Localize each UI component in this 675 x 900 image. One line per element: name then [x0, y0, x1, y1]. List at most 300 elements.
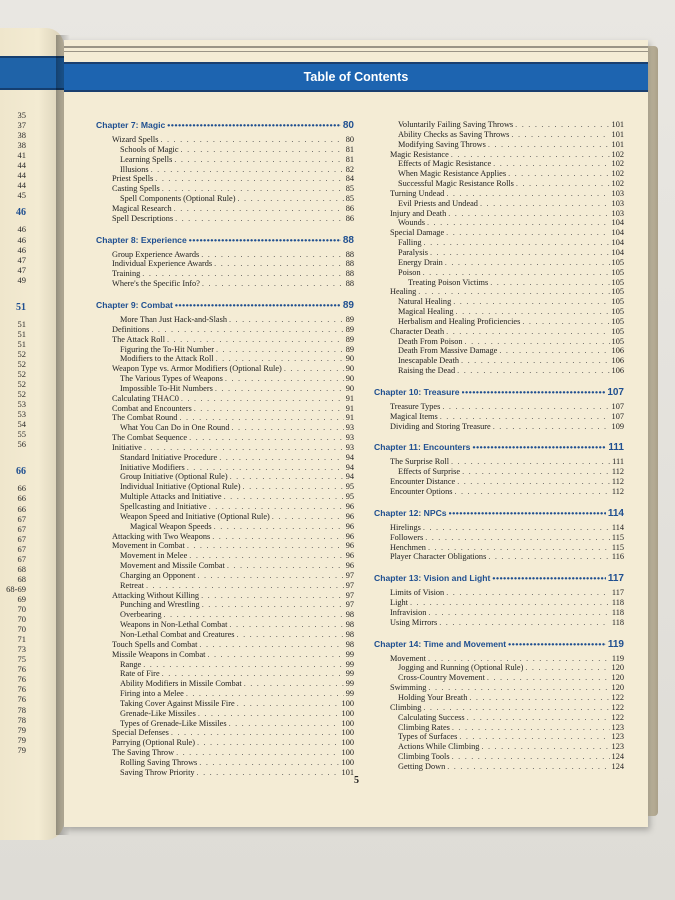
toc-entry-page: 91	[345, 403, 354, 413]
left-page-number: 52	[17, 369, 26, 379]
toc-entry	[374, 287, 624, 297]
dot-leader	[175, 214, 344, 224]
toc-entry-title: Encounter Distance	[390, 477, 456, 487]
toc-entry	[96, 699, 354, 709]
dot-leader	[201, 250, 343, 260]
dot-leader	[199, 640, 343, 650]
toc-entry-title: Weapon Speed and Initiative (Optional Rule)	[120, 511, 270, 521]
toc-entry-title: Illusions	[120, 164, 149, 174]
dot-leader	[230, 472, 344, 482]
toc-entry-title: Overbearing	[120, 610, 162, 620]
toc-entry-title: Energy Drain	[398, 257, 443, 267]
dot-leader	[446, 189, 609, 199]
toc-entry	[96, 502, 354, 512]
toc-entry-page: 105	[611, 307, 624, 317]
toc-entry-page: 120	[611, 663, 624, 673]
toc-entry-title: Character Death	[390, 326, 445, 336]
dot-leader	[459, 732, 609, 742]
toc-entry	[374, 120, 624, 130]
dot-leader	[215, 384, 344, 394]
toc-entry-page: 96	[345, 531, 354, 541]
toc-entry	[374, 588, 624, 598]
dot-leader	[201, 591, 344, 601]
toc-entry-page: 80	[345, 135, 354, 144]
dot-leader	[167, 120, 341, 131]
toc-entry-page: 93	[345, 442, 354, 452]
dot-leader	[194, 404, 344, 414]
toc-entry	[374, 169, 624, 179]
toc-entry-title: Priest Spells	[112, 174, 154, 184]
toc-entry-page: 107	[607, 386, 624, 398]
dot-leader	[446, 228, 609, 238]
toc-entry-title: Movement and Missile Combat	[120, 561, 225, 571]
left-page-number: 52	[17, 358, 26, 369]
toc-entry	[96, 374, 354, 384]
toc-entry-title: Chapter 10: Treasure	[374, 386, 460, 397]
dot-leader	[244, 679, 344, 689]
toc-entry-page: 85	[345, 194, 354, 204]
toc-entry	[96, 591, 354, 601]
toc-entry-page: 118	[611, 598, 624, 608]
dot-leader	[462, 467, 610, 477]
dot-leader	[237, 194, 343, 204]
left-page-number: 70	[17, 604, 26, 614]
toc-entry	[96, 364, 354, 374]
dot-leader	[451, 457, 610, 467]
dot-leader	[493, 422, 610, 432]
toc-entry	[96, 259, 354, 269]
toc-entry	[96, 204, 354, 214]
toc-entry-title: Chapter 9: Combat	[96, 299, 173, 310]
dot-leader	[202, 600, 344, 610]
toc-entry-page: 80	[342, 120, 354, 131]
toc-entry-page: 90	[345, 383, 354, 393]
toc-entry-page: 88	[345, 249, 354, 259]
left-page-number: 79	[17, 734, 26, 745]
toc-entry-title: The Saving Throw	[112, 748, 175, 758]
dot-leader	[207, 650, 343, 660]
toc-entry-page: 94	[345, 472, 354, 482]
toc-entry-title: Successful Magic Resistance Rolls	[398, 179, 514, 189]
toc-entry-title: Individual Experience Awards	[112, 259, 213, 269]
page-title: Table of Contents	[64, 62, 648, 92]
dot-leader	[187, 463, 344, 473]
toc-entry-title: Saving Throw Priority	[120, 767, 195, 777]
toc-entry	[374, 346, 624, 356]
toc-entry-title: Getting Down	[398, 761, 446, 771]
toc-entry-title: Parrying (Optional Rule)	[112, 738, 195, 748]
left-page-number: 69	[17, 593, 26, 604]
toc-entry	[374, 608, 624, 618]
left-page-number: 44	[17, 160, 26, 171]
toc-entry-title: Initiative Modifiers	[120, 462, 185, 472]
toc-right-column	[374, 120, 624, 772]
left-page-number: 41	[17, 150, 26, 161]
toc-entry-page: 104	[611, 218, 624, 228]
toc-entry-title: Definitions	[112, 324, 150, 334]
toc-entry-page: 96	[345, 551, 354, 561]
dot-leader	[480, 199, 610, 209]
toc-entry	[96, 660, 354, 670]
dot-leader	[511, 130, 609, 140]
toc-entry-page: 104	[611, 247, 624, 257]
dot-leader	[186, 689, 344, 699]
toc-entry-title: Dividing and Storing Treasure	[390, 421, 491, 431]
dot-leader	[451, 150, 610, 160]
toc-entry	[96, 135, 354, 145]
toc-entry-title: Group Experience Awards	[112, 249, 200, 259]
toc-entry	[374, 327, 624, 337]
toc-entry-title: Modifiers to the Attack Roll	[120, 354, 214, 364]
toc-entry-title: When Magic Resistance Applies	[398, 169, 507, 179]
toc-entry-title: Evil Priests and Undead	[398, 198, 478, 208]
toc-entry-page: 101	[611, 129, 624, 139]
left-page-number: 73	[17, 644, 26, 655]
toc-entry-title: Treasure Types	[390, 401, 441, 411]
left-page-number: 76	[17, 664, 26, 675]
left-page-number: 76	[17, 674, 26, 685]
dot-leader	[447, 762, 609, 772]
toc-entry	[374, 693, 624, 703]
toc-entry-page: 95	[345, 482, 354, 492]
toc-entry	[374, 654, 624, 664]
toc-entry-title: Ability Checks as Saving Throws	[398, 129, 510, 139]
toc-entry-title: Jogging and Running (Optional Rule)	[398, 663, 524, 673]
toc-entry	[374, 663, 624, 673]
toc-entry	[96, 384, 354, 394]
dot-leader	[516, 179, 610, 189]
toc-entry-page: 85	[345, 184, 354, 194]
toc-entry-title: Light	[390, 598, 408, 608]
toc-entry-title: Encounter Options	[390, 487, 453, 496]
toc-entry-title: Death From Massive Damage	[398, 346, 498, 356]
toc-entry-title: Actions While Climbing	[398, 742, 480, 752]
dot-leader	[162, 669, 344, 679]
toc-entry-title: Movement in Melee	[120, 551, 188, 561]
toc-entry-page: 101	[611, 120, 624, 129]
dot-leader	[198, 709, 340, 719]
toc-entry-title: Followers	[390, 532, 424, 542]
toc-entry-page: 99	[345, 689, 354, 699]
toc-entry	[96, 738, 354, 748]
left-page-header-stripe	[0, 56, 64, 90]
dot-leader	[472, 442, 606, 453]
toc-entry-page: 100	[341, 728, 354, 738]
toc-entry-page: 90	[345, 354, 354, 364]
toc-entry	[374, 218, 624, 228]
left-page-number: 79	[17, 724, 26, 735]
left-page-number: 66	[17, 483, 26, 494]
left-page-fragment	[0, 28, 64, 840]
toc-entry-title: Injury and Death	[390, 208, 447, 218]
toc-chapter-heading	[374, 573, 624, 584]
left-page-number: 67	[17, 513, 26, 524]
dot-leader	[219, 453, 343, 463]
toc-entry	[96, 315, 354, 325]
dot-leader	[457, 477, 610, 487]
toc-entry	[96, 269, 354, 279]
dot-leader	[423, 523, 610, 533]
toc-entry-page: 100	[341, 708, 354, 718]
toc-entry	[96, 325, 354, 335]
toc-entry-title: Missile Weapons in Combat	[112, 649, 206, 659]
dot-leader	[439, 618, 610, 628]
toc-entry	[374, 337, 624, 347]
dot-leader	[243, 482, 344, 492]
toc-entry-page: 107	[611, 411, 624, 421]
toc-entry	[96, 463, 354, 473]
toc-entry	[96, 512, 354, 522]
toc-entry-page: 103	[611, 198, 624, 208]
dot-leader	[428, 608, 609, 618]
toc-entry-title: The Combat Round	[112, 413, 178, 423]
toc-entry	[374, 159, 624, 169]
toc-entry-title: Death From Poison	[398, 336, 463, 346]
toc-entry-title: Climbing Tools	[398, 752, 450, 762]
toc-entry	[96, 728, 354, 738]
toc-entry-page: 120	[611, 683, 624, 693]
toc-entry-title: Using Mirrors	[390, 617, 438, 627]
left-page-number: 53	[17, 409, 26, 420]
left-page-number: 70	[17, 624, 26, 635]
toc-entry	[96, 610, 354, 620]
toc-entry-page: 105	[611, 257, 624, 267]
toc-entry	[374, 467, 624, 477]
toc-entry-page: 103	[611, 188, 624, 198]
toc-entry-page: 118	[611, 617, 624, 627]
left-page-number: 70	[17, 614, 26, 625]
dot-leader	[425, 533, 610, 543]
dot-leader	[229, 620, 343, 630]
toc-entry-page: 118	[611, 607, 624, 617]
left-page-number: 52	[17, 348, 26, 359]
toc-entry-title: Attacking Without Killing	[112, 590, 200, 600]
toc-entry-title: Chapter 11: Encounters	[374, 442, 471, 453]
toc-entry-title: Range	[120, 659, 142, 669]
left-page-number: 37	[17, 120, 26, 131]
toc-entry-page: 114	[611, 522, 624, 532]
toc-entry	[96, 472, 354, 482]
toc-entry-title: What You Can Do in One Round	[120, 423, 230, 433]
left-page-number: 44	[17, 170, 26, 181]
toc-entry-title: Calculating THAC0	[112, 393, 179, 403]
toc-entry-page: 117	[607, 573, 624, 585]
toc-entry-page: 112	[611, 467, 624, 477]
left-page-number: 68	[17, 563, 26, 574]
toc-entry	[96, 640, 354, 650]
toc-entry	[96, 155, 354, 165]
dot-leader	[174, 204, 344, 214]
dot-leader	[522, 317, 609, 327]
toc-entry-title: Movement in Combat	[112, 541, 185, 551]
dot-leader	[427, 218, 610, 228]
toc-entry	[374, 487, 624, 497]
toc-entry-title: Falling	[398, 238, 422, 248]
toc-entry-title: Holding Your Breath	[398, 692, 468, 702]
dot-leader	[452, 752, 610, 762]
toc-entry-page: 94	[345, 452, 354, 462]
toc-entry-page: 124	[611, 761, 624, 771]
toc-entry-page: 97	[345, 570, 354, 580]
toc-entry-page: 100	[341, 698, 354, 708]
toc-entry-title: Grenade-Like Missiles	[120, 708, 196, 718]
dot-leader	[197, 768, 340, 778]
left-page-number: 66	[17, 493, 26, 504]
toc-entry	[374, 238, 624, 248]
toc-entry	[374, 258, 624, 268]
dot-leader	[440, 412, 610, 422]
left-page-number: 51	[17, 318, 26, 329]
toc-entry-page: 95	[345, 492, 354, 502]
toc-entry-page: 100	[341, 748, 354, 758]
toc-entry-title: Spellcasting and Initiative	[120, 502, 207, 511]
dot-leader	[469, 693, 609, 703]
toc-entry-title: Training	[112, 269, 141, 279]
toc-entry-page: 119	[611, 653, 624, 663]
toc-entry-title: Chapter 7: Magic	[96, 120, 166, 130]
toc-entry-title: Weapon Type vs. Armor Modifiers (Optional Rule)	[112, 364, 282, 374]
dot-leader	[224, 492, 344, 502]
toc-chapter-heading	[374, 508, 624, 519]
toc-entry-page: 96	[345, 511, 354, 521]
toc-entry-page: 122	[611, 702, 624, 712]
dot-leader	[175, 300, 341, 311]
dot-leader	[515, 120, 609, 130]
section-gap	[374, 628, 624, 639]
toc-entry	[96, 335, 354, 345]
toc-entry	[96, 532, 354, 542]
dot-leader	[490, 278, 609, 288]
section-gap	[96, 289, 354, 300]
toc-entry-page: 115	[611, 542, 624, 552]
dot-leader	[492, 573, 606, 584]
toc-entry	[96, 279, 354, 289]
toc-entry-page: 116	[611, 552, 624, 562]
dot-leader	[189, 433, 344, 443]
toc-left-column	[96, 120, 354, 778]
toc-entry-title: Movement	[390, 653, 426, 663]
dot-leader	[179, 413, 343, 423]
toc-entry	[374, 317, 624, 327]
toc-entry-page: 105	[611, 267, 624, 277]
left-page-number: 51	[17, 328, 26, 339]
toc-entry	[374, 248, 624, 258]
dot-leader	[151, 165, 344, 175]
toc-entry-page: 96	[345, 521, 354, 531]
dot-leader	[428, 683, 609, 693]
toc-entry-title: Where's the Specific Info?	[112, 279, 200, 289]
dot-leader	[237, 699, 340, 709]
toc-entry-title: Herbalism and Healing Proficiencies	[398, 316, 521, 326]
toc-entry-page: 98	[345, 610, 354, 620]
dot-leader	[487, 673, 610, 683]
left-page-number: 67	[17, 553, 26, 564]
toc-entry-title: Inescapable Death	[398, 356, 460, 366]
page-edge	[648, 46, 658, 816]
left-page-number: 66	[17, 503, 26, 514]
toc-entry	[374, 523, 624, 533]
dot-leader	[216, 354, 344, 364]
toc-entry	[374, 533, 624, 543]
toc-entry	[96, 345, 354, 355]
toc-entry	[374, 366, 624, 376]
toc-chapter-heading	[96, 120, 354, 131]
section-gap	[374, 562, 624, 573]
toc-page	[64, 40, 648, 827]
dot-leader	[465, 337, 610, 347]
dot-leader	[214, 522, 344, 532]
dot-leader	[146, 581, 344, 591]
toc-entry	[96, 768, 354, 778]
toc-entry	[374, 228, 624, 238]
toc-entry-title: Voluntarily Failing Saving Throws	[398, 120, 514, 129]
left-page-number: 55	[17, 429, 26, 440]
toc-entry-page: 106	[611, 366, 624, 376]
toc-entry-page: 99	[345, 679, 354, 689]
toc-entry	[374, 742, 624, 752]
toc-entry	[96, 214, 354, 224]
toc-entry	[96, 748, 354, 758]
dot-leader	[229, 315, 344, 325]
toc-entry	[374, 543, 624, 553]
dot-leader	[445, 258, 610, 268]
dot-leader	[454, 487, 609, 497]
dot-leader	[209, 502, 344, 512]
toc-entry-page: 97	[345, 590, 354, 600]
toc-entry-title: Effects of Magic Resistance	[398, 159, 492, 169]
toc-entry-page: 102	[611, 149, 624, 159]
dot-leader	[499, 346, 609, 356]
left-page-number: 45	[17, 190, 26, 201]
toc-entry-title: Raising the Dead	[398, 366, 456, 376]
toc-entry	[374, 752, 624, 762]
toc-entry-page: 106	[611, 346, 624, 356]
left-page-number: 46	[16, 207, 26, 219]
toc-entry-page: 102	[611, 169, 624, 179]
section-gap	[96, 224, 354, 235]
left-page-number: 38	[17, 140, 26, 151]
dot-leader	[197, 738, 340, 748]
toc-entry-page: 104	[611, 238, 624, 248]
left-page-number: 78	[17, 714, 26, 725]
toc-entry	[96, 423, 354, 433]
dot-leader	[508, 169, 609, 179]
toc-entry-page: 99	[345, 669, 354, 679]
toc-entry	[96, 669, 354, 679]
toc-entry-page: 90	[345, 374, 354, 384]
toc-entry-page: 99	[345, 649, 354, 659]
toc-entry-page: 93	[345, 423, 354, 433]
toc-entry	[374, 457, 624, 467]
toc-entry	[374, 278, 624, 288]
toc-entry	[374, 130, 624, 140]
toc-entry-page: 122	[611, 712, 624, 722]
page-number: 5	[354, 775, 359, 786]
dot-leader	[418, 287, 609, 297]
toc-entry-title: Chapter 13: Vision and Light	[374, 573, 491, 584]
left-page-number: 76	[17, 684, 26, 695]
toc-entry	[96, 250, 354, 260]
toc-entry-title: Paralysis	[398, 247, 428, 257]
dot-leader	[216, 345, 344, 355]
toc-entry-page: 89	[345, 344, 354, 354]
toc-entry	[96, 758, 354, 768]
toc-entry-title: Magical Items	[390, 411, 438, 421]
toc-entry	[374, 307, 624, 317]
section-gap	[374, 431, 624, 442]
toc-entry-title: Schools of Magic	[120, 144, 179, 154]
toc-entry	[96, 453, 354, 463]
